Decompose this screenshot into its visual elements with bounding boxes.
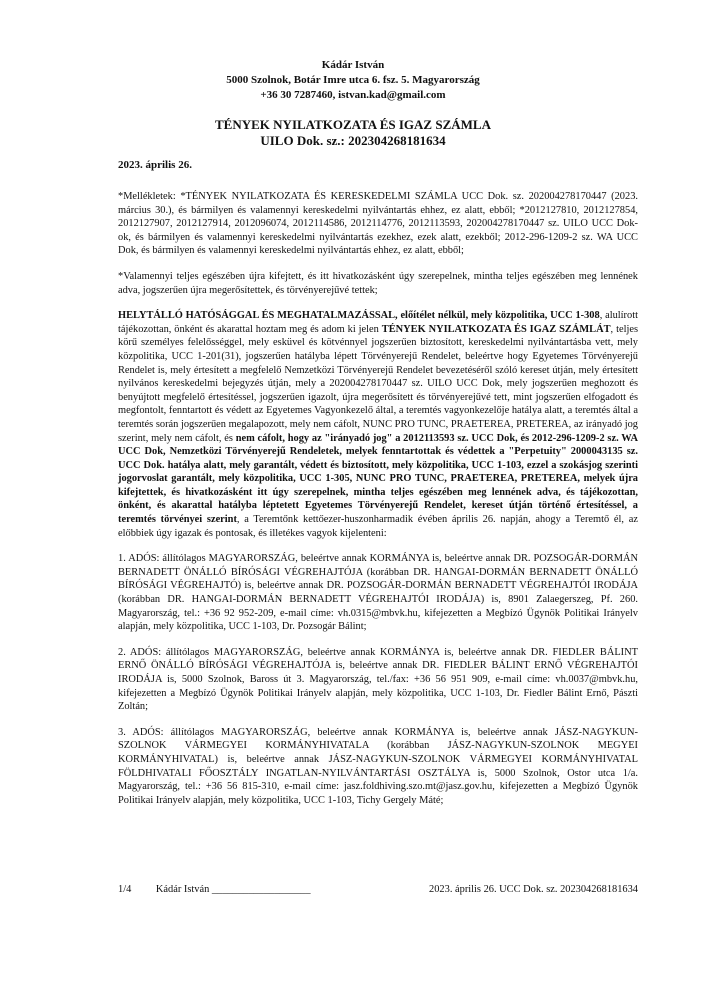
document-date: 2023. április 26. — [118, 159, 192, 171]
title-line-1: TÉNYEK NYILATKOZATA ÉS IGAZ SZÁMLA — [215, 117, 491, 132]
page-footer — [118, 884, 638, 895]
declaration-lead: HELYTÁLLÓ HATÓSÁGGAL ÉS MEGHATALMAZÁSSAL, előítélet nélkül, mely közpolitika, UCC 1-308 — [118, 310, 600, 322]
declaration-paragraph — [118, 309, 638, 540]
declaration-text-2: , teljes körű személyes felelősséggel, mely esküvel és kötvénnyel jogszerűen biztosított, kereskedelmi nyilvántartásba vett, mely közpolitika, UCC 1-201(31), jogszerűen hatályba lépett Törvényerejű Rendelet, beleértve hogy Egyetemes Törvényerejű Rendelet is, mely értesített a megfelelő Nemzetközi Törvényerejű Rendelet bevezetéséről szóló kereset útján, mely értesített nyilvános kereskedelmi bejegyzés útján, mely a 202004278170447 sz. UILO UCC Dok, mely jogszerűen meghozott és benyújtott megfelelő értesítéssel, jogszerűen igazolt, újra megerősített és törvényerejűvé tett, mint jogszerűen elfogadott és megfontolt, fenntartott és védett az Egyetemes Vagyonkezelő által, a teremtés vagyonkezelője hatálya alatt, a teremtés által a teremtés során jogszerűen megalapozott, mely nem cáfolt, NUNC PRO TUNC, PRAETEREA, PRETEREA, az irányadó jog szerint, mely nem cáfolt, és — [118, 323, 638, 444]
signature-line: Kádár István ___________________ — [155, 884, 311, 895]
declaration-text-1: , alulírott tájékozottan, önként és akarattal hoztam meg és adom ki jelen — [118, 310, 638, 335]
debtor-2-paragraph: 2. ADÓS: állítólagos MAGYARORSZÁG, beleértve annak KORMÁNYA is, beleértve annak DR. FIEDLER BÁLINT ERNŐ ÖNÁLLÓ BÍRÓSÁGI VÉGREHAJTÓJA is, beleértve annak DR. FIEDLER BÁLINT ERNŐ VÉGREHAJTÓI IRODÁJA is, 5000 Szolnok, Baross út 3. Magyarország, tel./fax: +36 56 951 909, e-mail címe: vh.0037@mbvk.hu, kifejezetten a Megbízó Ügynök Politikai Irányelv alapján, mely közpolitika, UCC 1-103, Dr. Fiedler Bálint Ernő, Pászti Zoltán; — [118, 646, 638, 713]
sender-address: 5000 Szolnok, Botár Imre utca 6. fsz. 5. Magyarország — [226, 74, 480, 86]
page-number: 1/4 — [118, 884, 132, 895]
restatement-paragraph: *Valamennyi teljes egészében újra kifejtett, és itt hivatkozásként úgy szerepelnek, mintha teljes egészében meg lennének adva, jogszerűen újra megerősítettek, és törvényerejűvé tettek; — [118, 270, 638, 296]
attachments-paragraph: *Mellékletek: *TÉNYEK NYILATKOZATA ÉS KERESKEDELMI SZÁMLA UCC Dok. sz. 202004278170447 (2023. március 30.), és bármilyen és valamennyi kereskedelmi nyilvántartás ehhez, ez alatt, ebből; *2012127810, 2012127854, 2012127907, 2012127914, 2012096074, 2012114586, 2012114776, 2012113593, 202004278170447 sz. UILO UCC Dok-ok, és bármilyen és valamennyi kereskedelmi nyilvántartás ezekhez, ezek alatt, ezekből; 2012-296-1209-2 sz. WA UCC Dok, és bármilyen és valamennyi kereskedelmi nyilvántartás ehhez, ez alatt, ebből; — [118, 191, 638, 257]
sender-contact: +36 30 7287460, istvan.kad@gmail.com — [260, 89, 446, 101]
footer-left — [118, 884, 333, 895]
document-body — [118, 190, 638, 819]
declaration-text-3: , a Teremtőnk kettőezer-huszonharmadik évében április 26. napján, ahogy a Teremtő él, az előbbiek úgy igazak és pontosak, és illetékes vagyok kijelenteni: — [118, 514, 638, 539]
debtor-3-paragraph: 3. ADÓS: állítólagos MAGYARORSZÁG, beleértve annak KORMÁNYA is, beleértve annak JÁSZ-NAGYKUN-SZOLNOK VÁRMEGYEI KORMÁNYHIVATALA (korábban JÁSZ-NAGYKUN-SZOLNOK MEGYEI KORMÁNYHIVATAL) is, beleértve annak JÁSZ-NAGYKUN-SZOLNOK VÁRMEGYEI KORMÁNYHIVATAL FÖLDHIVATALI FŐOSZTÁLY INGATLAN-NYILVÁNTARTÁSI OSZTÁLYA is, 5000 Szolnok, Ostor utca 1/a. Magyarország, tel.: +36 56 815-310, e-mail címe: jasz.foldhiving.szo.mt@jasz.gov.hu, kifejezetten a Megbízó Ügynök Politikai Irányelv alapján, mely közpolitika, UCC 1-103, Tichy Gergely Máté; — [118, 726, 638, 806]
declaration-bold-clause: nem cáfolt, hogy az "irányadó jog" a 2012113593 sz. UCC Dok, és 2012-296-1209-2 sz. WA UCC Dok, Nemzetközi Törvényerejű Rendeletek, melyek fenntartottak és védettek a "Perpetuity" 2000043135 sz. UCC Dok. hatálya alatt, mely garantált, védett és biztosított, mely közpolitika, UCC 1-103, ezzel a szokásjog szerinti jogorvoslat garantált, mely közpolitika, UCC 1-305, NUNC PRO TUNC, PRAETEREA, PRETEREA, melyek újra kifejtettek, és hivatkozásként itt úgy szerepelnek, mintha teljes egészében meg lennének adva, és tájékozottan, önként, és akarattal hatályba léptetett Egyetemes Törvényerejű Rendelet, kereset útján történő értesítéssel, a teremtés törvényei szerint — [118, 432, 638, 526]
declaration-title-ref: TÉNYEK NYILATKOZATA ÉS IGAZ SZÁMLÁT — [381, 323, 611, 335]
sender-name: Kádár István — [321, 59, 385, 71]
title-line-2: UILO Dok. sz.: 202304268181634 — [260, 133, 446, 148]
document-title — [0, 117, 706, 149]
debtor-1-paragraph: 1. ADÓS: állítólagos MAGYARORSZÁG, beleértve annak KORMÁNYA is, beleértve annak DR. POZSOGÁR-DORMÁN BERNADETT ÖNÁLLÓ BÍRÓSÁGI VÉGREHAJTÓJA (korábban DR. HANGAI-DORMÁN BERNADETT ÖNÁLLÓ BÍRÓSÁGI VÉGREHAJTÓ) is, beleértve annak DR. POZSOGÁR-DORMÁN BERNADETT VÉGREHAJTÓI IRODÁJA (korábban DR. HANGAI-DORMÁN BERNADETT VÉGREHAJTÓI IRODÁJA) is, 8901 Zalaegerszeg, Pf. 260. Magyarország, tel.: +36 92 952-209, e-mail címe: vh.0315@mbvk.hu, kifejezetten a Megbízó Ügynök Politikai Irányelv alapján, mely közpolitika, UCC 1-103, Dr. Pozsogár Bálint; — [118, 553, 638, 633]
sender-header — [0, 58, 706, 103]
footer-doc-ref: 2023. április 26. UCC Dok. sz. 202304268181634 — [429, 884, 638, 895]
